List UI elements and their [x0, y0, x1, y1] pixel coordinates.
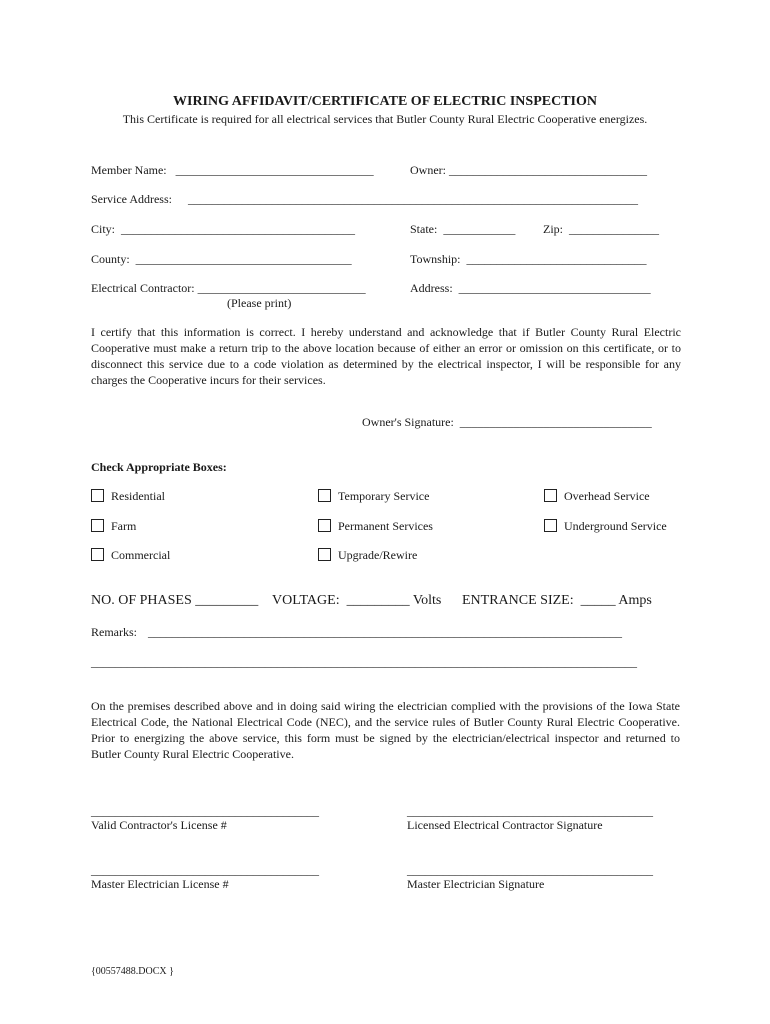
checkbox-label: Underground Service — [564, 519, 667, 533]
state-field[interactable]: State: ____________ — [410, 222, 516, 236]
checkbox-label: Commercial — [111, 548, 171, 562]
service-address-field[interactable]: ___________________________________________________________________________ — [188, 192, 638, 206]
checkbox-icon[interactable] — [91, 519, 104, 532]
remarks-line-1[interactable]: _______________________________________________________________________________ — [148, 625, 622, 639]
valid-license-line[interactable]: ______________________________________ — [91, 804, 319, 818]
remarks-label: Remarks: — [91, 625, 137, 639]
checkbox-label: Farm — [111, 519, 137, 533]
checkbox-permanent-services[interactable] — [318, 519, 433, 534]
checkbox-commercial[interactable] — [91, 548, 170, 563]
checkbox-overhead-service[interactable] — [544, 489, 650, 504]
licensed-signature-label: Licensed Electrical Contractor Signature — [407, 818, 603, 832]
master-signature-label: Master Electrician Signature — [407, 877, 545, 891]
master-license-line[interactable]: ______________________________________ — [91, 863, 319, 877]
checkbox-label: Overhead Service — [564, 489, 650, 503]
voltage-field[interactable]: VOLTAGE: _________ Volts — [272, 593, 442, 608]
service-address-label: Service Address: — [91, 192, 172, 206]
checkbox-icon[interactable] — [318, 519, 331, 532]
remarks-line-2[interactable]: ___________________________________________________________________________________________ — [91, 655, 637, 669]
master-signature-line[interactable]: _________________________________________ — [407, 863, 653, 877]
checkbox-residential[interactable] — [91, 489, 165, 504]
page-title: WIRING AFFIDAVIT/CERTIFICATE OF ELECTRIC INSPECTION — [173, 94, 597, 109]
checkbox-icon[interactable] — [318, 489, 331, 502]
township-field[interactable]: Township: ______________________________ — [410, 252, 647, 266]
checkbox-icon[interactable] — [91, 489, 104, 502]
electrical-contractor-field[interactable]: Electrical Contractor: ____________________________ — [91, 281, 366, 295]
entrance-size-field[interactable]: ENTRANCE SIZE: _____ Amps — [462, 593, 652, 608]
county-field[interactable]: County: ____________________________________ — [91, 252, 352, 266]
checkbox-underground-service[interactable] — [544, 519, 667, 534]
checkbox-icon[interactable] — [544, 489, 557, 502]
checkbox-icon[interactable] — [318, 548, 331, 561]
checkbox-upgrade-rewire[interactable] — [318, 548, 417, 563]
checkbox-temporary-service[interactable] — [318, 489, 429, 504]
checkbox-icon[interactable] — [544, 519, 557, 532]
checkbox-label: Temporary Service — [338, 489, 430, 503]
checkbox-farm[interactable] — [91, 519, 136, 534]
address-field[interactable]: Address: ________________________________ — [410, 281, 651, 295]
zip-field[interactable]: Zip: _______________ — [543, 222, 659, 236]
checkbox-label: Upgrade/Rewire — [338, 548, 418, 562]
checkbox-heading: Check Appropriate Boxes: — [91, 460, 227, 474]
checkbox-label: Residential — [111, 489, 165, 503]
licensed-signature-line[interactable]: _________________________________________ — [407, 804, 653, 818]
please-print-note: (Please print) — [227, 296, 292, 310]
member-name-field[interactable]: Member Name: _________________________________ — [91, 163, 374, 177]
document-id: {00557488.DOCX } — [91, 966, 174, 977]
owner-signature-field[interactable]: Owner's Signature: ________________________________ — [362, 415, 652, 429]
checkbox-label: Permanent Services — [338, 519, 433, 533]
phases-field[interactable]: NO. OF PHASES _________ — [91, 593, 259, 608]
page-subtitle: This Certificate is required for all electrical services that Butler County Rural Electric Cooperative energizes. — [122, 112, 648, 126]
valid-license-label: Valid Contractor's License # — [91, 818, 227, 832]
certification-paragraph: I certify that this information is correct. I hereby understand and acknowledge that if Butler County Rural Electric Cooperative must make a return trip to the above location because of either an error or omission on this certificate, or to disconnect this service due to a code violation as determined by the electrical inspector, I will be responsible for any charges the Cooperative incurs for their services. — [91, 325, 681, 387]
city-field[interactable]: City: _______________________________________ — [91, 222, 356, 236]
premises-paragraph: On the premises described above and in doing said wiring the electrician complied with the provisions of the Iowa State Electrical Code, the National Electrical Code (NEC), and the service rules of Butler County Rural Electric Cooperative. Prior to energizing the above service, this form must be signed by the electrician/electrical inspector and returned to Butler County Rural Electric Cooperative. — [91, 699, 680, 761]
checkbox-icon[interactable] — [91, 548, 104, 561]
master-license-label: Master Electrician License # — [91, 877, 229, 891]
owner-field[interactable]: Owner: _________________________________ — [410, 163, 647, 177]
